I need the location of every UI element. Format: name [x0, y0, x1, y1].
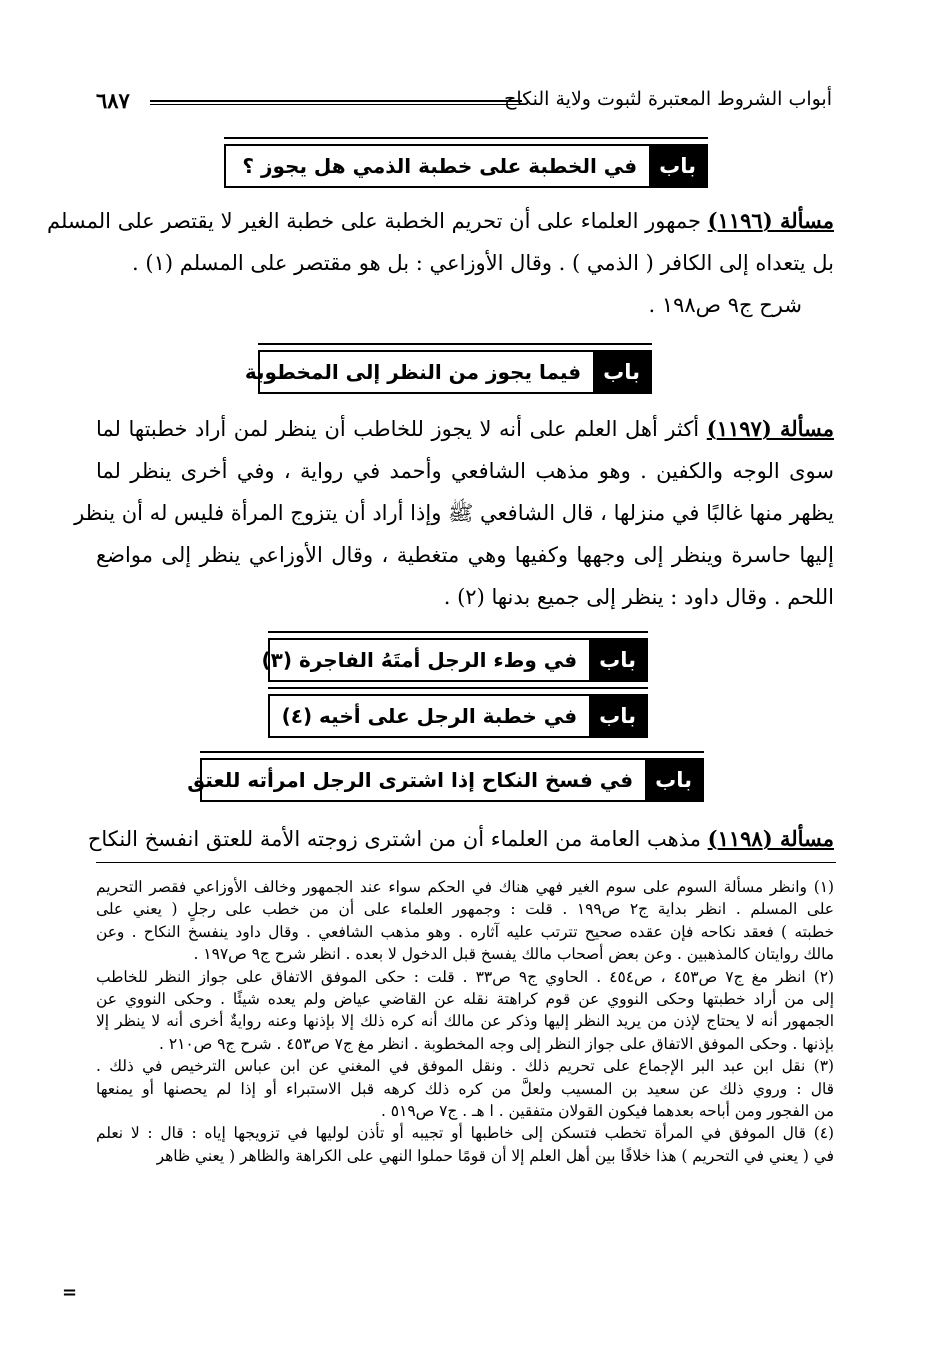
running-title: أبواب الشروط المعتبرة لثبوت ولاية النكاح: [504, 88, 832, 110]
masala-1197: مسألة (١١٩٧) أكثر أهل العلم على أنه لا يجوز للخاطب أن ينظر لمن أراد خطبتها لما سوى الوجه والكفين . وهو مذهب الشافعي وأحمد في رواية ، وفي أخرى ينظر لما يظهر منها غالبًا في منزلها ، قال الشافعي ﷺ وإذا أراد أن يتزوج المرأة فليس له أن ينظر إليها حاسرة وينظر إلى وجهها وكفيها وهي متغطية ، وقال الأوزاعي ينظر إلى مواضع اللحم . وقال داود : ينظر إلى جميع بدنها (٢) .: [74, 416, 835, 609]
masala-1198: مسألة (١١٩٨) مذهب العامة من العلماء أن من اشترى زوجته الأمة للعتق انفسخ النكاح: [87, 826, 834, 851]
heading-text: في فسخ النكاح إذا اشترى الرجل امرأته للعتق: [187, 768, 634, 792]
masala-label: مسألة (١١٩٦): [707, 208, 834, 233]
heading-text: في وطء الرجل أمتَهُ الفاجرة (٣): [261, 648, 578, 672]
footnote-line: (١) وانظر مسألة السوم على سوم الغير فهي هناك في الحكم سواء عند الجمهور وخالف الأوزاعي فقصر التحريم: [96, 878, 834, 896]
footnote-line: (٤) قال الموفق في المرأة تخطب فتسكن إلى خاطبها أو تجيبه أو تأذن لوليها في تزويجها إياه : قال : لا نعلم: [96, 1124, 834, 1143]
footnote-line: في ( يعني في التحريم ) هذا خلافًا بين أهل العلم إلا أن قومًا حملوا النهي على الكراهة والظاهر ( يعني ظاهر: [156, 1146, 834, 1165]
bab-label: باب: [645, 760, 702, 800]
running-header: [96, 88, 832, 118]
heading-text: فيما يجوز من النظر إلى المخطوبة: [244, 360, 582, 384]
heading-text: في الخطبة على خطبة الذمي هل يجوز ؟: [242, 154, 638, 178]
bab-label: باب: [649, 146, 706, 186]
section-heading-dhimmi: [224, 144, 708, 188]
continuation-mark: =: [62, 1282, 78, 1303]
header-rule: [150, 100, 522, 105]
section-heading-wat: [261, 638, 648, 682]
section-heading-nazar: [244, 350, 652, 394]
section-heading-khitba: [268, 694, 648, 738]
masala-label: مسألة (١١٩٧): [706, 416, 835, 441]
footnote-rule: [96, 862, 836, 863]
footnote-line: على المسلم . انظر بداية ج٢ ص١٩٩ . قلت : وجمهور العلماء على أن من خطب على رجلٍ ( يعني على: [96, 900, 834, 919]
footnote-line: الجمهور أنه لا يحتاج لإذن من يريد النظر إليها وذكر عن مالك أنه كره ذلك إلا بإذنها وعنه روايةٌ أخرى أنه لا ينظر إلا: [96, 1012, 834, 1031]
footnote-line: من الفجور ومن أباحه بعدهما فيكون القولان متفقين . ا هـ . ج٧ ص٥١٩ .: [381, 1101, 834, 1120]
footnote-line: (٣) نقل ابن عبد البر الإجماع على تحريم ذلك . ونقل الموفق في المغني عن ابن عباس الترخيص في ذلك .: [96, 1057, 834, 1076]
bab-label: باب: [589, 640, 646, 680]
footnotes: [96, 876, 834, 1167]
bab-label: باب: [589, 696, 646, 736]
footnote-line: قال : وروي ذلك عن سعيد بن المسيب ولعلَّ من كره ذلك كرهه قبل الاستبراء أو إذا لم يحصنها أو يمنعها: [96, 1079, 834, 1098]
footnote-line: خطبته ) فعقد نكاحه فإن عقده صحيح تترتب عليه آثاره . وهو مذهب الشافعي . وقال داود ينفسخ النكاح . وعن: [96, 922, 834, 941]
bab-label: باب: [593, 352, 650, 392]
footnote-line: إلى من أراد خطبتها وحكى النووي عن قوم كراهتة نقله عن القاضي عياض ولم يعده شيئًا . وحكى النووي عن: [96, 989, 834, 1008]
section-heading-faskh: [187, 758, 704, 802]
masala-1196: مسألة (١١٩٦) جمهور العلماء على أن تحريم الخطبة على خطبة الغير لا يقتصر على المسلم بل يتعداه إلى الكافر ( الذمي ) . وقال الأوزاعي : بل هو مقتصر على المسلم (١) . شرح ج٩ ص١٩٨ .: [46, 208, 834, 317]
masala-label: مسألة (١١٩٨): [707, 826, 834, 851]
footnote-line: مالك روايتان كالمذهبين . وعن بعض أصحاب مالك يفسخ قبل الدخول لا بعده . انظر شرح ج٩ ص١٩٧ .: [193, 945, 834, 964]
footnote-line: (٢) انظر مغ ج٧ ص٤٥٣ ، ص٤٥٤ . الحاوي ج٩ ص٣٣ . قلت : حكى الموفق الاتفاق على جواز النظر للخاطب: [96, 967, 835, 986]
heading-text: في خطبة الرجل على أخيه (٤): [281, 704, 578, 728]
footnote-line: بإذنها . وحكى الموفق الاتفاق على جواز النظر إلى وجه المخطوبة . انظر مغ ج٧ ص٤٥٣ . شرح ج٩ ص٢١٠ .: [159, 1034, 834, 1053]
page-number: ٦٨٧: [96, 88, 130, 113]
